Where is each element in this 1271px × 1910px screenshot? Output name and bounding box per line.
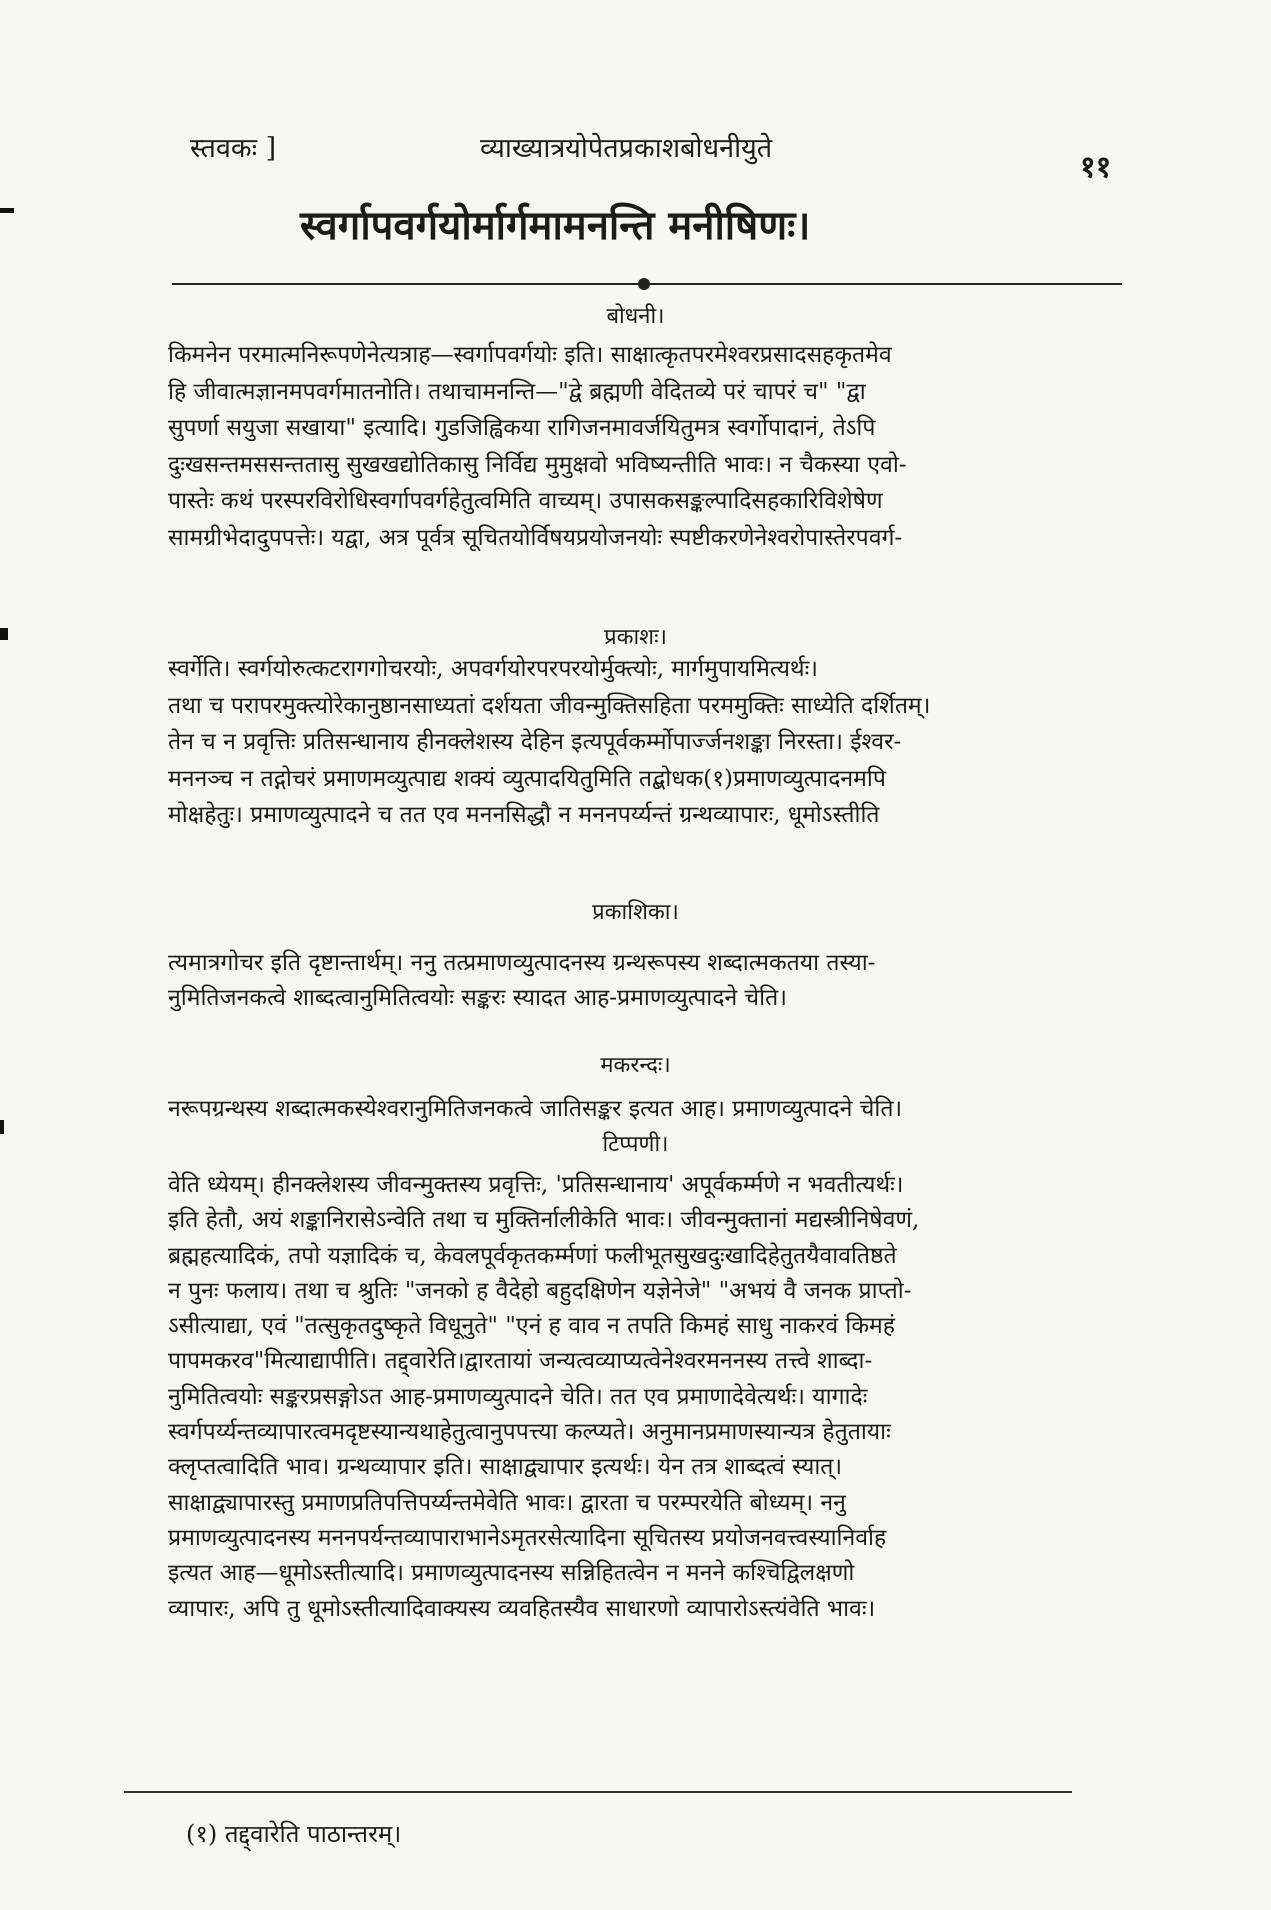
section-title-prakasha: प्रकाशः।	[604, 625, 667, 650]
page-number: ११	[1080, 150, 1112, 185]
section-title-prakashika: प्रकाशिका।	[592, 900, 679, 925]
top-divider	[172, 283, 1122, 285]
text-line: हि जीवात्मज्ञानमपवर्गमातनोति। तथाचामनन्ति—"द्वे ब्रह्मणी वेदितव्ये परं चापरं च" "द्वा	[168, 378, 866, 405]
text-line: नुमितिजनकत्वे शाब्दत्वानुमितित्वयोः सङ्करः स्यादत आह-प्रमाणव्युत्पादने चेति।	[168, 985, 787, 1011]
text-line: त्यमात्रगोचर इति दृष्टान्तार्थम्। ननु तत्प्रमाणव्युत्पादनस्य ग्रन्थरूपस्य शब्दात्मकतया तस्या-	[168, 950, 876, 976]
text-line: मोक्षहेतुः। प्रमाणव्युत्पादने च तत एव मननसिद्धौ न मननपर्य्यन्तं ग्रन्थव्यापारः, धूमोऽस्तीति	[168, 802, 880, 828]
running-head-title: व्याख्यात्रयोपेतप्रकाशबोधनीयुते	[480, 133, 773, 164]
text-line: तथा च परापरमुक्त्योरेकानुष्ठानसाध्यतां दर्शयता जीवन्मुक्तिसहिता परममुक्तिः साध्येति दर्शितम्।	[168, 692, 931, 719]
scan-mark	[0, 628, 8, 640]
text-line: मननञ्च न तद्गोचरं प्रमाणमव्युत्पाद्य शक्यं व्युत्पादयितुमिति तद्बोधक(१)प्रमाणव्युत्पादनमपि	[168, 765, 886, 792]
text-line: सामग्रीभेदादुपपत्तेः। यद्वा, अत्र पूर्वत्र सूचितयोर्विषयप्रयोजनयोः स्पष्टीकरणेनेश्वरोपास्तेरपवर्ग-	[168, 524, 903, 551]
text-line: प्रमाणव्युत्पादनस्य मननपर्यन्तव्यापाराभानेऽमृतरसेत्यादिना सूचितस्य प्रयोजनवत्त्वस्यानिर्वाह	[168, 1524, 887, 1551]
footnote-divider	[124, 1791, 1072, 1793]
verse-line: स्वर्गापवर्गयोर्मार्गमामनन्ति मनीषिणः।	[300, 202, 811, 249]
text-line: सुपर्णा सयुजा सखाया" इत्यादि। गुडजिह्विकया रागिजनमावर्जयितुमत्र स्वर्गोपादानं, तेऽपि	[168, 415, 876, 441]
section-title-tippani: टिप्पणी।	[602, 1132, 669, 1157]
divider-dot	[638, 278, 650, 290]
text-line: व्यापारः, अपि तु धूमोऽस्तीत्यादिवाक्यस्य व्यवहितस्यैव साधारणो व्यापारोऽस्त्यंवेति भावः।	[168, 1595, 876, 1622]
text-line: दुःखसन्तमससन्ततासु सुखखद्योतिकासु निर्विद्य मुमुक्षवो भविष्यन्तीति भावः। न चैकस्या एवो-	[168, 451, 907, 478]
scan-mark	[0, 1120, 4, 1134]
footnote: (१) तद्द्वारेति पाठान्तरम्।	[186, 1820, 402, 1848]
text-line: स्वर्गपर्य्यन्तव्यापारत्वमदृष्टस्यान्यथाहेतुत्वानुपपत्त्या कल्प्यते। अनुमानप्रमाणस्यान्यत्र हेतुतायाः	[168, 1419, 891, 1446]
text-line: नरूपग्रन्थस्य शब्दात्मकस्येश्वरानुमितिजनकत्वे जातिसङ्कर इत्यत आह। प्रमाणव्युत्पादने चेति।	[168, 1096, 903, 1122]
text-line: साक्षाद्व्यापारस्तु प्रमाणप्रतिपत्तिपर्य्यन्तमेवेति भावः। द्वारता च परम्परयेति बोध्यम्। ननु	[168, 1489, 846, 1516]
text-line: पास्तेः कथं परस्परविरोधिस्वर्गापवर्गहेतुत्वमिति वाच्यम्। उपासकसङ्कल्पादिसहकारिविशेषेण	[168, 488, 883, 514]
text-line: पापमकरव"मित्याद्यापीति। तद्द्वारेति।द्वारतायां जन्यत्वव्याप्यत्वेनेश्वरमननस्य तत्त्वे शाब्दा-	[168, 1348, 873, 1375]
text-line: स्वर्गेति। स्वर्गयोरुत्कटरागगोचरयोः, अपवर्गयोरपरपरयोर्मुक्त्योः, मार्गमुपायमित्यर्थः।	[168, 656, 818, 682]
text-line: क्लृप्तत्वादिति भाव। ग्रन्थव्यापार इति। साक्षाद्व्यापार इत्यर्थः। येन तत्र शाब्दत्वं स्यात्।	[168, 1454, 843, 1481]
running-head-left: स्तवकः ]	[190, 133, 277, 164]
section-title-makaranda: मकरन्दः।	[600, 1053, 671, 1078]
text-line: ब्रह्महत्यादिकं, तपो यज्ञादिकं च, केवलपूर्वकृतकर्म्मणां फलीभूतसुखदुःखादिहेतुतयैवावतिष्ठते	[168, 1242, 897, 1269]
text-line: इत्यत आह—धूमोऽस्तीत्यादि। प्रमाणव्युत्पादनस्य सन्निहितत्वेन न मनने कश्चिद्विलक्षणो	[168, 1560, 855, 1587]
prakashika-text	[168, 946, 1098, 1016]
text-line: इति हेतौ, अयं शङ्कानिरासेऽन्वेति तथा च मुक्तिर्नालीकेति भावः। जीवन्मुक्तानां मद्यस्त्रीनिषेवणं,	[168, 1207, 920, 1234]
section-title-bodhani: बोधनी।	[606, 304, 665, 329]
text-line: न पुनः फलाय। तथा च श्रुतिः "जनको ह वैदेहो बहुदक्षिणेन यज्ञेनेजे" "अभयं वै जनक प्राप्तो-	[168, 1277, 912, 1304]
tippani-text	[168, 1168, 1098, 1627]
text-line: ऽसीत्याद्या, एवं "तत्सुकृतदुष्कृते विधूनुते" "एनं ह वाव न तपति किमहं साधु नाकरवं किमहं	[168, 1313, 896, 1340]
text-line: तेन च न प्रवृत्तिः प्रतिसन्धानाय हीनक्लेशस्य देहिन इत्यपूर्वकर्म्मोपार्ज्जनशङ्का निरस्ता। ईश्वर-	[168, 729, 902, 755]
text-line: नुमितित्वयोः सङ्करप्रसङ्गोऽत आह-प्रमाणव्युत्पादने चेति। तत एव प्रमाणादेवेत्यर्थः। यागादेः	[168, 1383, 868, 1410]
scan-mark	[0, 208, 14, 213]
text-line: किमनेन परमात्मनिरूपणेनेत्यत्राह—स्वर्गापवर्गयोः इति। साक्षात्कृतपरमेश्वरप्रसादसहकृतमेव	[168, 342, 892, 368]
makaranda-text	[168, 1092, 1098, 1127]
text-line: वेति ध्येयम्। हीनक्लेशस्य जीवन्मुक्तस्य प्रवृत्तिः, 'प्रतिसन्धानाय' अपूर्वकर्म्मणे न भवतीत्यर्थः।	[168, 1172, 904, 1198]
bodhani-text	[168, 337, 1098, 556]
prakasha-text	[168, 651, 1098, 834]
